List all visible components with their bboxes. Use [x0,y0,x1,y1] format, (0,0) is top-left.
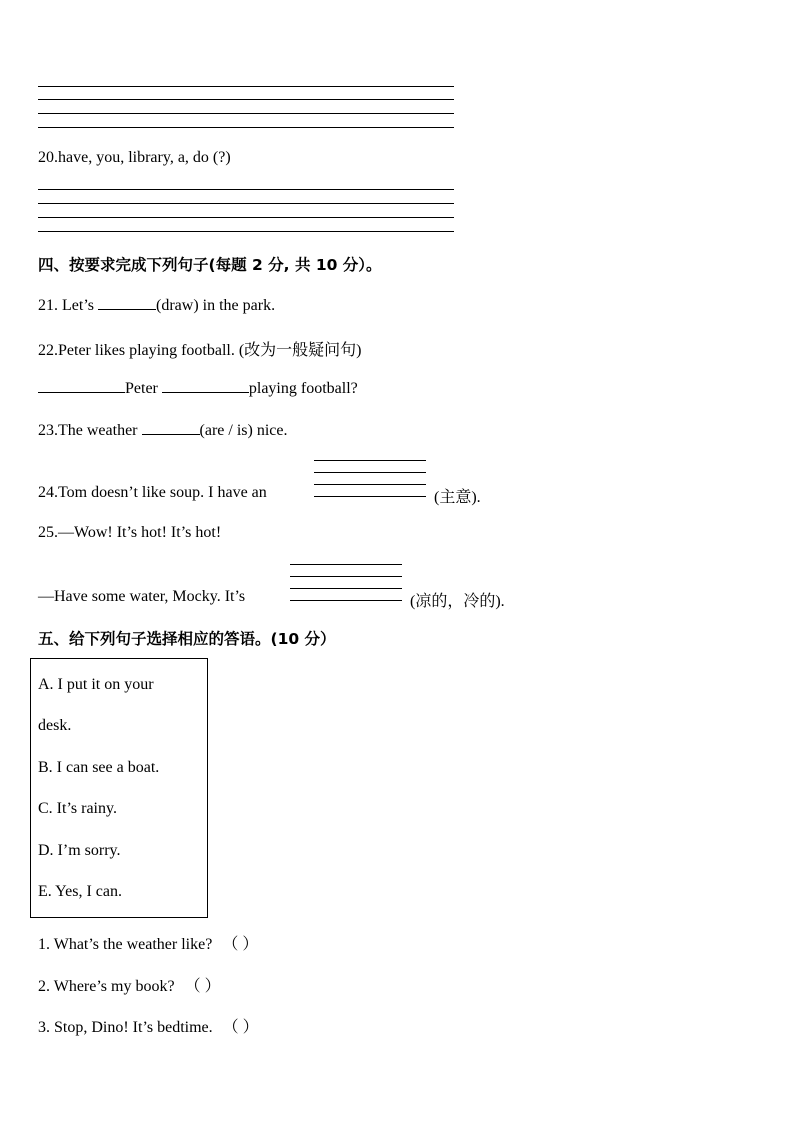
answer-line[interactable] [38,189,454,190]
question-21-after: (draw) in the park. [156,297,276,314]
question-22-end: playing football? [248,380,358,397]
section-5-heading: 五、给下列句子选择相应的答语。(10 分） [38,630,336,648]
question-23-before: 23.The weather [38,422,142,439]
matching-question-text: 2. Where’s my book? [38,978,175,995]
answer-line[interactable] [38,231,454,232]
question-23-after: (are / is) nice. [199,422,288,439]
question-25-line1: 25.—Wow! It’s hot! It’s hot! [38,524,222,541]
question-22-answer [38,378,358,398]
answer-paren[interactable]: （ ） [184,978,221,995]
blank-21[interactable] [98,295,156,310]
answer-line[interactable] [38,127,454,128]
answer-line[interactable] [38,113,454,114]
matching-question [38,1014,259,1037]
blank-22b[interactable] [162,378,249,393]
question-21 [38,295,275,315]
question-24: 24.Tom doesn’t like soup. I have an [38,484,267,501]
matching-question [38,931,258,954]
option-line: D. I’m sorry. [38,842,121,859]
answer-line[interactable] [38,86,454,87]
matching-question-text: 1. What’s the weather like? [38,936,213,953]
question-25-line2: —Have some water, Mocky. It’s [38,588,246,605]
option-line: E. Yes, I can. [38,883,122,900]
answer-line[interactable] [314,484,426,485]
answer-line[interactable] [314,496,426,497]
question-22-mid: Peter [125,380,162,397]
option-line: A. I put it on your [38,676,154,693]
answer-line[interactable] [314,472,426,473]
matching-question-text: 3. Stop, Dino! It’s bedtime. [38,1019,213,1036]
option-line: desk. [38,717,72,734]
answer-line[interactable] [38,203,454,204]
answer-line[interactable] [38,99,454,100]
answer-line[interactable] [290,576,402,577]
answer-paren[interactable]: （ ） [222,1019,259,1036]
answer-line[interactable] [38,217,454,218]
question-22-prompt: 22.Peter likes playing football. (改为一般疑问句) [38,342,362,359]
blank-22a[interactable] [38,378,125,393]
answer-line[interactable] [290,600,402,601]
question-24-after: (主意). [434,489,481,506]
answer-line[interactable] [314,460,426,461]
question-23 [38,420,287,440]
question-21-before: 21. Let’s [38,297,98,314]
matching-question [38,973,221,996]
blank-23[interactable] [142,420,200,435]
answer-line[interactable] [290,588,402,589]
answer-line[interactable] [290,564,402,565]
options-box [30,658,208,918]
option-line: C. It’s rainy. [38,800,117,817]
question-25-after: (凉的，冷的). [410,593,505,610]
option-line: B. I can see a boat. [38,759,160,776]
question-20: 20.have, you, library, a, do (?) [38,149,231,166]
section-4-heading: 四、按要求完成下列句子(每题 2 分, 共 10 分）。 [38,256,382,274]
answer-paren[interactable]: （ ） [222,936,259,953]
